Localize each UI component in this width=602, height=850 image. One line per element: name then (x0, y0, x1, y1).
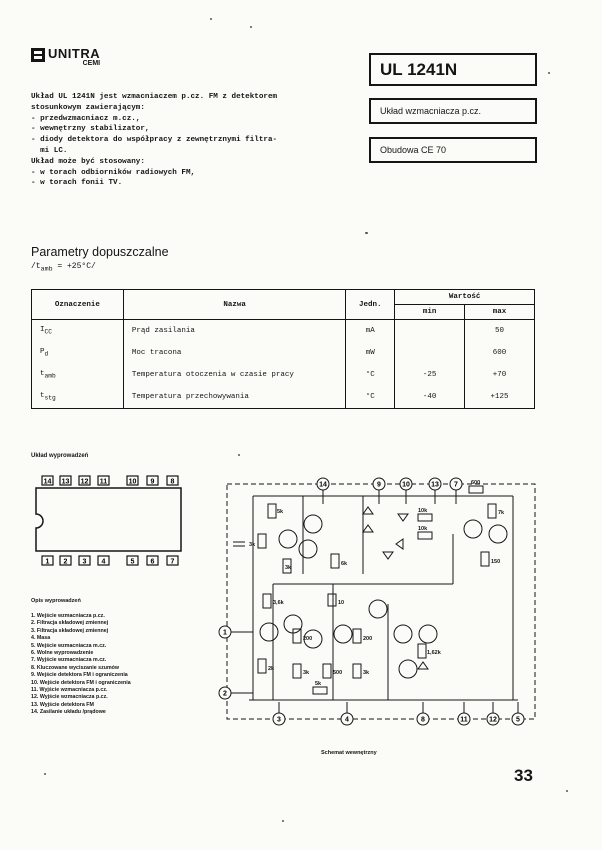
comp-label: 6k (341, 561, 348, 567)
svg-text:11: 11 (99, 478, 108, 486)
list-item: 3. Filtracja składowej zmiennej (31, 627, 109, 634)
comp-label: 5k (277, 509, 284, 515)
intro-line: - w torach fonii TV. (31, 179, 123, 188)
comp-label: 10k (418, 508, 428, 514)
th-symbol: Oznaczenie (32, 290, 124, 320)
th-unit: Jedn. (346, 290, 395, 320)
cell-max: +70 (465, 364, 535, 386)
comp-label: 7k (498, 510, 505, 516)
svg-text:5: 5 (130, 558, 135, 566)
svg-text:1: 1 (45, 558, 50, 566)
intro-line: - przedwzmacniacz m.cz., (31, 114, 141, 123)
cell-min: -25 (395, 364, 465, 386)
cond-sub: amb (40, 264, 53, 273)
cell-unit: °C (346, 386, 395, 409)
package-box: Obudowa CE 70 (369, 137, 537, 163)
svg-text:10: 10 (128, 478, 137, 486)
svg-text:11: 11 (460, 716, 468, 724)
table-row (32, 342, 535, 364)
list-item: 6. Wolne wyprowadzenie (31, 650, 94, 657)
svg-text:3: 3 (82, 558, 87, 566)
comp-label: 3k (303, 670, 310, 676)
svg-text:10: 10 (402, 481, 410, 489)
cell-name: Temperatura przechowywania (123, 386, 345, 409)
cell-symbol: $I_{CC}$ (32, 320, 124, 343)
cell-name: Prąd zasilania (123, 320, 345, 343)
cell-max: 50 (465, 320, 535, 343)
svg-text:8: 8 (421, 716, 425, 724)
th-min: min (395, 305, 465, 320)
side-terminals (219, 626, 231, 699)
svg-text:13: 13 (431, 481, 439, 489)
intro-line: - wewnętrzny stabilizator, (31, 125, 150, 134)
cell-symbol: $P_d$ (32, 342, 124, 364)
cell-unit: °C (346, 364, 395, 386)
svg-text:2: 2 (223, 690, 227, 698)
svg-text:5: 5 (516, 716, 520, 724)
pinout-title: Układ wyprowadzeń (31, 453, 89, 459)
params-table (31, 289, 535, 409)
svg-text:6: 6 (150, 558, 155, 566)
list-item: 14. Zasilanie układu /prądowe (31, 709, 106, 716)
pin-description-list (31, 613, 131, 717)
list-item: 2. Filtracja składowej zmiennej (31, 620, 109, 627)
svg-text:7: 7 (170, 558, 175, 566)
comp-label: 10k (418, 526, 428, 532)
pin-description-title: Opis wyprowadzeń (31, 598, 81, 604)
intro-text (31, 92, 356, 189)
list-item: 7. Wyjście wzmacniacza m.cz. (31, 657, 107, 664)
svg-text:13: 13 (61, 478, 70, 486)
internal-schematic (213, 474, 543, 734)
cond-rest: = +25°C/ (52, 262, 96, 271)
comp-label: 500 (333, 670, 343, 676)
list-item: 10. Wejście detektora FM i ograniczenia (31, 679, 131, 686)
comp-label: 3k (249, 542, 256, 548)
svg-text:9: 9 (150, 478, 155, 486)
unitra-logo (31, 48, 100, 68)
cell-symbol: $t_{stg}$ (32, 386, 124, 409)
intro-line: mi LC. (31, 146, 68, 155)
cell-name: Temperatura otoczenia w czasie pracy (123, 364, 345, 386)
unitra-logo-icon (31, 48, 45, 62)
cell-min (395, 320, 465, 343)
cell-unit: mA (346, 320, 395, 343)
bottom-pins (42, 556, 178, 566)
page-number: 33 (514, 766, 533, 785)
th-max: max (465, 305, 535, 320)
comp-label: 3k (285, 565, 292, 571)
table-row (32, 386, 535, 409)
list-item: 9. Wejście detektora FM i ograniczenia (31, 672, 128, 679)
comp-label: 150 (491, 559, 501, 565)
svg-text:14: 14 (43, 478, 52, 486)
svg-text:12: 12 (80, 478, 89, 486)
dip-body (36, 488, 181, 551)
svg-text:7: 7 (454, 481, 458, 489)
top-pins (42, 476, 178, 486)
list-item: 11. Wyjście wzmacniacza p.cz. (31, 687, 108, 694)
svg-text:9: 9 (377, 481, 381, 489)
list-item: 8. Kluczowane wyciszanie szumów (31, 664, 120, 671)
intro-line: Układ UL 1241N jest wzmacniaczem p.cz. FM z detektorem (31, 93, 278, 101)
svg-text:1: 1 (223, 629, 227, 637)
svg-text:12: 12 (489, 716, 497, 724)
comp-label: 10 (338, 600, 345, 606)
comp-label: 2k (268, 666, 275, 672)
list-item: 5. Wejście wzmacniacza m.cz. (31, 642, 107, 649)
intro-line: - w torach odbiorników radiowych FM, (31, 168, 196, 177)
part-number-box: UL 1241N (369, 53, 537, 86)
dip-package-diagram (28, 470, 188, 570)
list-item: 1. Wejście wzmacniacza p.cz. (31, 613, 105, 619)
list-item: 13. Wyjście detektora FM (31, 701, 94, 708)
function-box: Układ wzmacniacza p.cz. (369, 98, 537, 124)
params-title: Parametry dopuszczalne (31, 245, 169, 259)
cond-prefix: /t (31, 262, 41, 271)
svg-text:2: 2 (63, 558, 68, 566)
th-value: Wartość (395, 290, 535, 305)
list-item: 4. Masa (31, 635, 51, 642)
cell-min: -40 (395, 386, 465, 409)
svg-text:3: 3 (277, 716, 281, 724)
comp-label: 3,6k (273, 600, 284, 606)
svg-text:14: 14 (319, 481, 327, 489)
cell-max: 600 (465, 342, 535, 364)
intro-line: - diody detektora do współpracy z zewnętrznymi filtra- (31, 136, 278, 145)
cell-max: +125 (465, 386, 535, 409)
th-name: Nazwa (123, 290, 345, 320)
intro-line: stosunkowym zawierającym: (31, 103, 145, 112)
brand-name: UNITRA (48, 46, 101, 61)
cell-min (395, 342, 465, 364)
svg-text:4: 4 (101, 558, 106, 566)
comp-label: 200 (363, 636, 373, 642)
bottom-terminals (273, 713, 524, 725)
cell-unit: mW (346, 342, 395, 364)
brand-subname: CEMI (82, 60, 101, 67)
cell-name: Moc tracona (123, 342, 345, 364)
comp-label: 5k (315, 681, 322, 687)
table-row (32, 320, 535, 343)
cell-symbol: $t_{amb}$ (32, 364, 124, 386)
table-row (32, 364, 535, 386)
svg-text:4: 4 (345, 716, 349, 724)
comp-label: 600 (471, 480, 481, 486)
list-item: 12. Wyjście wzmacniacza p.cz. (31, 694, 108, 701)
comp-label: 3k (363, 670, 370, 676)
params-condition (31, 262, 96, 273)
svg-text:8: 8 (170, 478, 175, 486)
comp-label: 200 (303, 636, 313, 642)
schematic-caption: Schemat wewnętrzny (321, 750, 377, 756)
intro-line: Układ może być stosowany: (31, 157, 145, 166)
comp-label: 1,62k (427, 650, 441, 656)
